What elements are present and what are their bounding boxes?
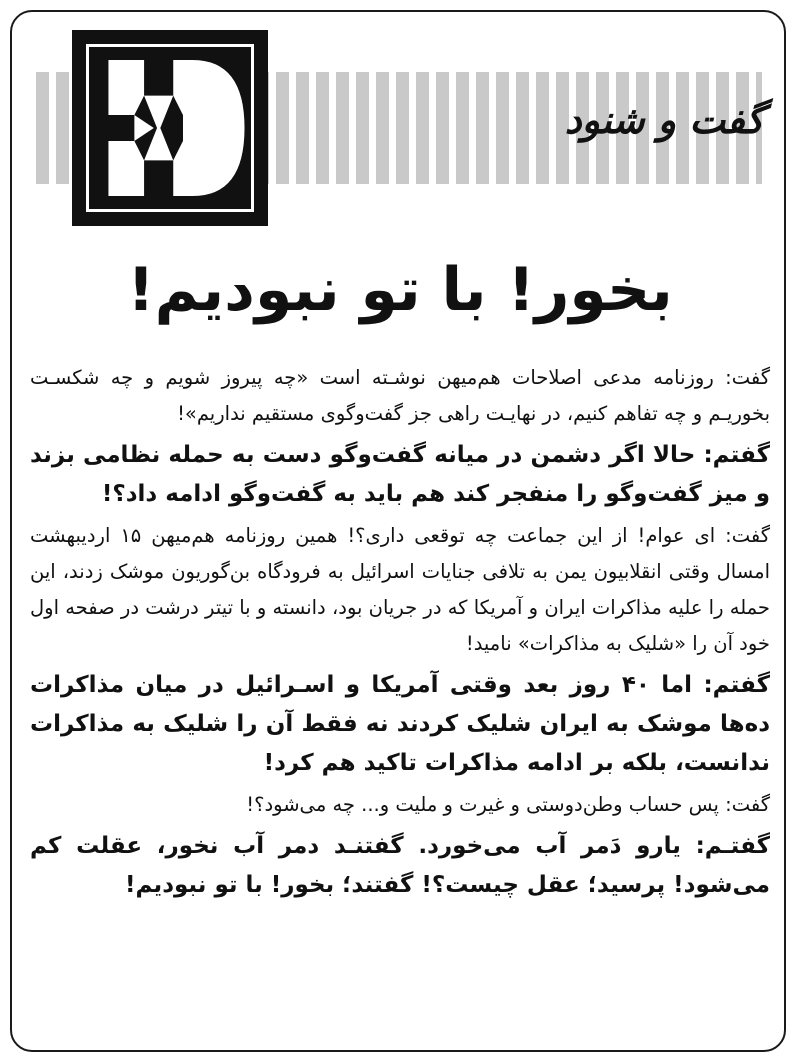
paragraph-1: گفت: روزنامه مدعی اصلاحات هم‌میهن نوشـته است «چه پیروز شویم و چه شکسـت بخوریـم و چه تفاهم کنیم، در نهایـت راهی جز گفت‌وگوی مستقیم نداریم»! [30, 366, 770, 425]
paragraph-5: گفت: پس حساب وطن‌دوستی و غیرت و ملیت و... چه می‌شود؟! [246, 793, 770, 816]
paragraph-3: گفت: ای عوام! از این جماعت چه توقعی داری؟! همین روزنامه هم‌میهن ۱۵ اردیبهشت امسال وقتی انقلابیون یمن به تلافی جنایات اسرائیل به فرودگاه بن‌گوریون موشک زدند، این حمله را علیه مذاکرات ایران و آمریکا که در جریان بود، دانسته و با تیتر درشت در صفحه اول خود آن را «شلیک به مذاکرات» نامید! [30, 524, 771, 655]
paragraph-2: گفتم: حالا اگر دشمن در میانه گفت‌وگو دست به حمله نظامی بزند و میز گفت‌وگو را منفجر کند هم باید به گفت‌وگو ادامه داد؟! [30, 442, 770, 507]
section-title: گفت و شنود [564, 98, 764, 142]
hourglass-monogram-icon [86, 44, 254, 212]
headline: بخور! با تو نبودیم! [127, 255, 673, 325]
article-body [30, 360, 770, 909]
column-logo [72, 30, 268, 226]
paragraph-4: گفتم: اما ۴۰ روز بعد وقتی آمریکا و اسـرائیل در میان مذاکرات ده‌ها موشک به ایران شلیک کردند نه فقط آن را شلیک به مذاکرات ندانست، بلکه بر ادامه مذاکرات تاکید هم کرد! [30, 672, 771, 776]
paragraph-6: گفتـم: یارو دَمر آب می‌خورد. گفتنـد دمر آب نخور، عقلت کم می‌شود! پرسید؛ عقل چیست؟! گفتند؛ بخور! با تو نبودیم! [30, 833, 770, 898]
